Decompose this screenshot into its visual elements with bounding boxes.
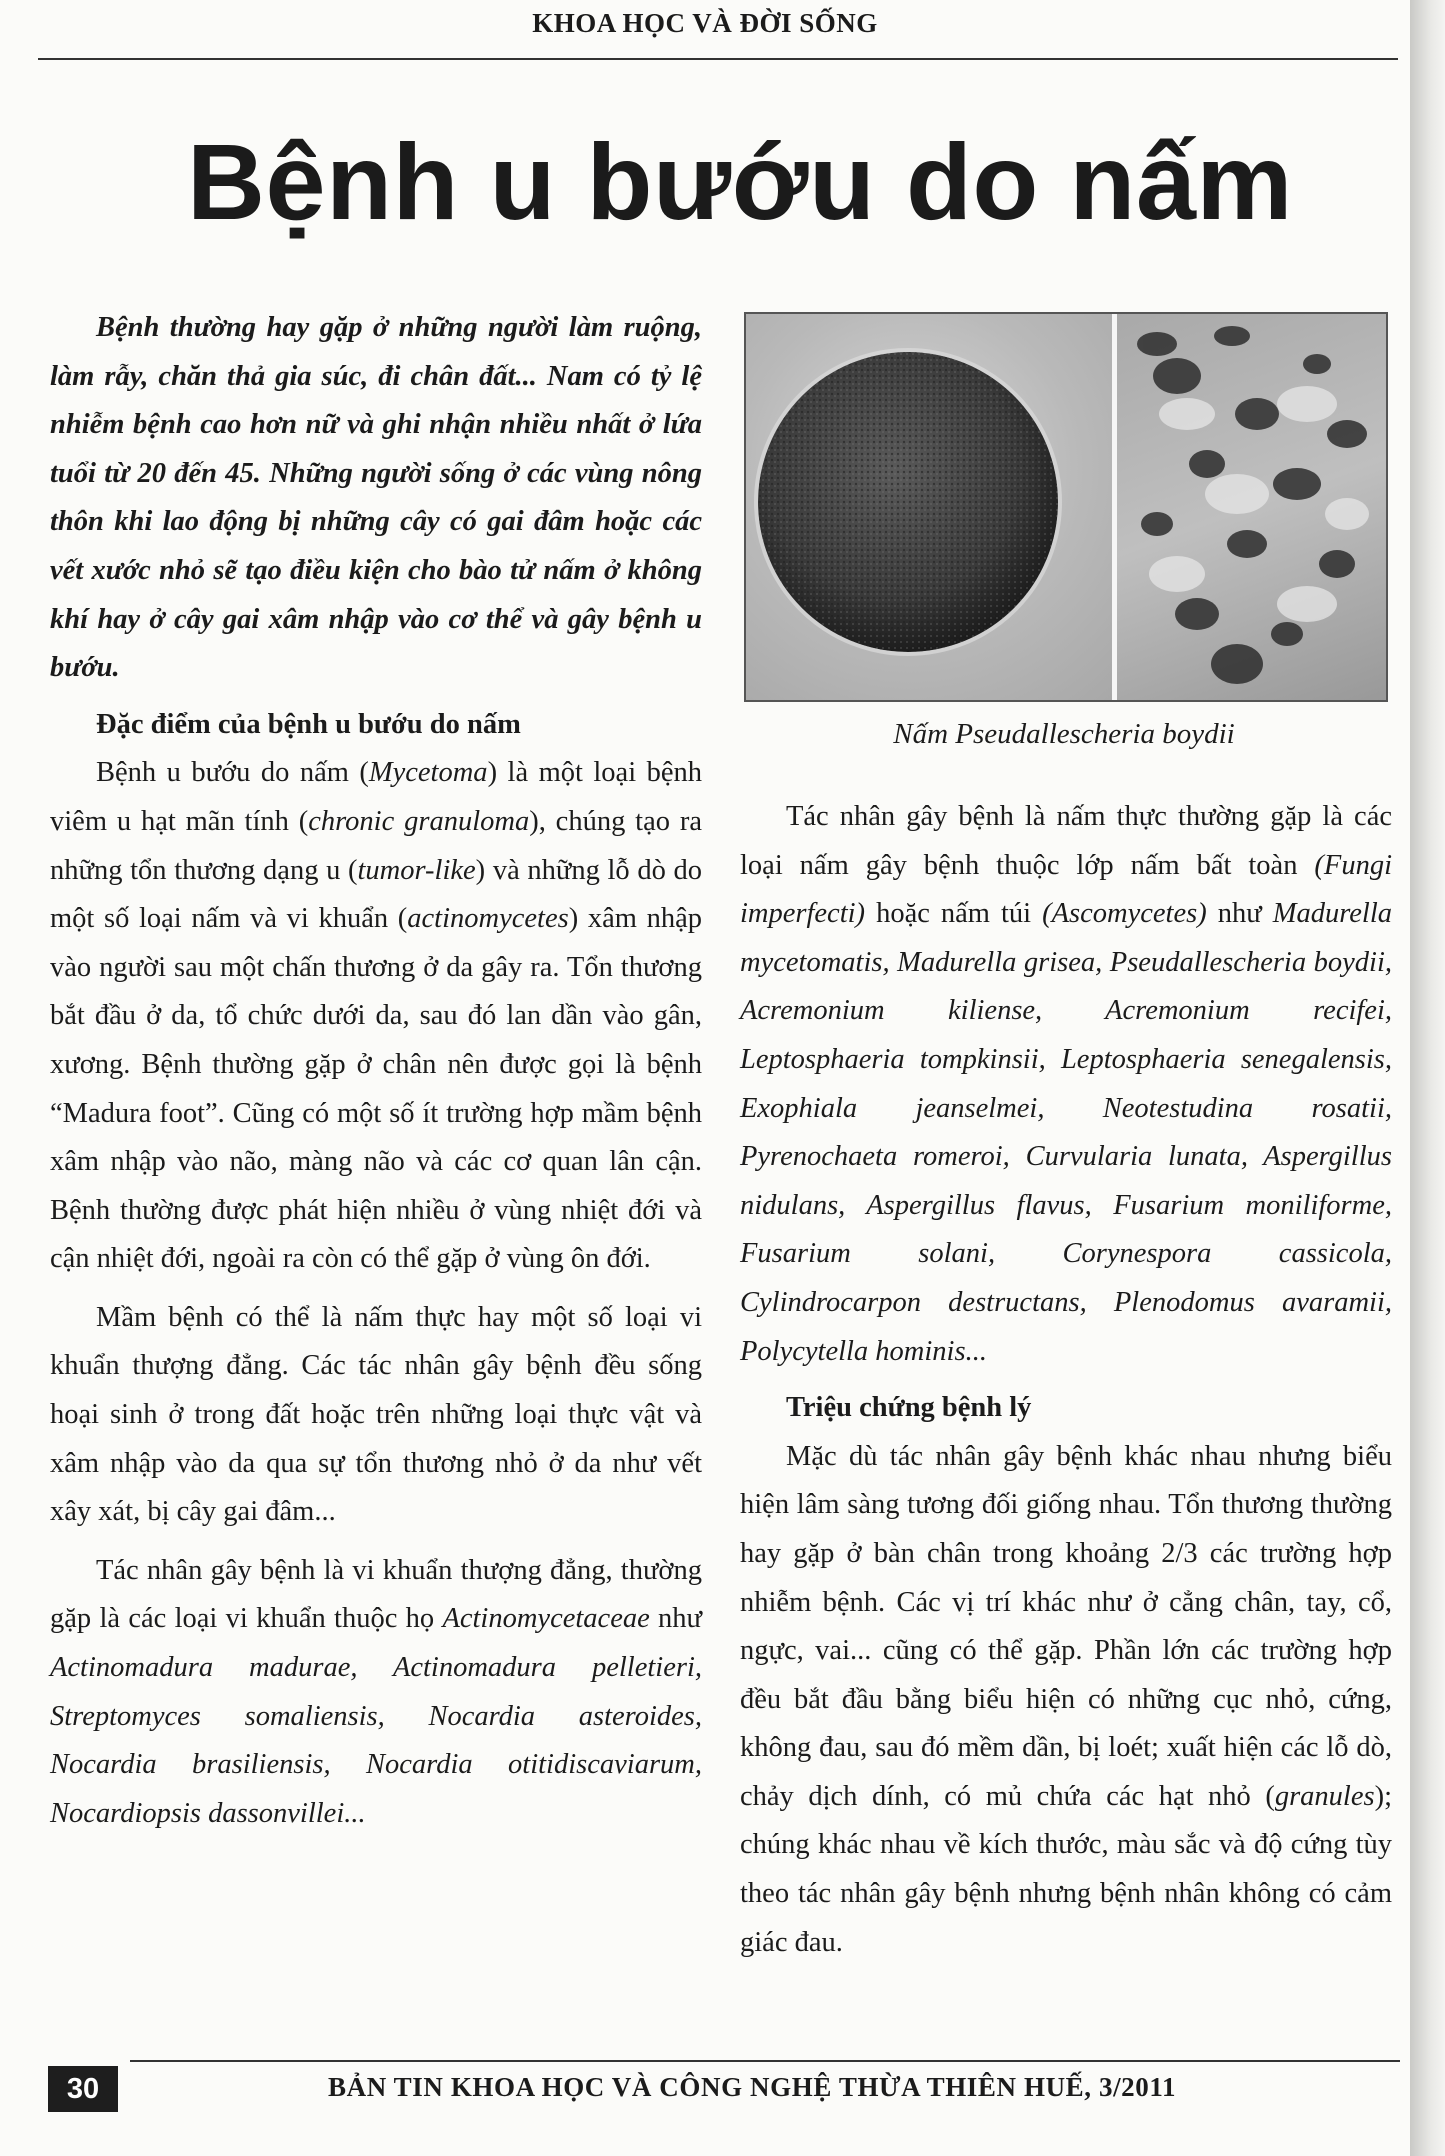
figure-caption: Nấm Pseudallescheria boydii: [893, 718, 1235, 750]
paragraph-fungi: Tác nhân gây bệnh là nấm thực thường gặp là các loại nấm gây bệnh thuộc lớp nấm bất toàn (Fungi imperfecti) hoặc nấm túi (Ascomycetes) như Madurella mycetomatis, Madurella grisea, Pseudallescheria boydii, Acremonium kiliense, Acremonium recifei, Leptosphaeria tompkinsii, Leptosphaeria senegalensis, Exophiala jeanselmei, Neotestudina rosatii, Pyrenochaeta romeroi, Curvularia lunata, Aspergillus nidulans, Aspergillus flavus, Fusarium moniliforme, Fusarium solani, Corynespora cassicola, Cylindrocarpon destructans, Plenodomus avaramii, Polycytella hominis...: [740, 801, 1392, 1367]
paragraph-pathogens: Mầm bệnh có thể là nấm thực hay một số loại vi khuẩn thượng đẳng. Các tác nhân gây bệnh đều sống hoại sinh ở trong đất hoặc trên những loại thực vật và xâm nhập vào da qua sự tổn thương nhỏ ở da như vết xây xát, bị cây gai đâm...: [50, 1301, 702, 1528]
header-rule: [38, 58, 1398, 60]
footer-rule: [130, 2060, 1400, 2062]
paragraph-symptoms: Mặc dù tác nhân gây bệnh khác nhau nhưng biểu hiện lâm sàng tương đối giống nhau. Tổn thương thường hay gặp ở bàn chân trong khoảng 2/3 các trường hợp nhiễm bệnh. Các vị trí khác như ở cẳng chân, tay, cổ, ngực, vai... cũng có thể gặp. Phần lớn các trường hợp đều bắt đầu bằng biểu hiện có những cục nhỏ, cứng, không đau, sau đó mềm dần, bị loét; xuất hiện các lỗ dò, chảy dịch dính, có mủ chứa các hạt nhỏ (granules); chúng khác nhau về kích thước, màu sắc và độ cứng tùy theo tác nhân gây bệnh nhưng bệnh nhân không có cảm giác đau.: [740, 1440, 1392, 1958]
article-intro: Bệnh thường hay gặp ở những người làm ruộng, làm rẫy, chăn thả gia súc, đi chân đất... Nam có tỷ lệ nhiễm bệnh cao hơn nữ và ghi nhận nhiều nhất ở lứa tuổi từ 20 đến 45. Những người sống ở các vùng nông thôn khi lao động bị những cây có gai đâm hoặc các vết xước nhỏ sẽ tạo điều kiện cho bào tử nấm ở không khí hay ở cây gai xâm nhập vào cơ thể và gây bệnh u bướu.: [50, 312, 702, 684]
article-title: Bệnh u bướu do nấm: [187, 121, 1293, 242]
left-column: [50, 304, 702, 1838]
paragraph-bacteria: Tác nhân gây bệnh là vi khuẩn thượng đẳng, thường gặp là các loại vi khuẩn thuộc họ Actinomycetaceae như Actinomadura madurae, Actinomadura pelletieri, Streptomyces somaliensis, Nocardia asteroides, Nocardia brasiliensis, Nocardia otitidiscaviarum, Nocardiopsis dassonvillei...: [50, 1554, 702, 1829]
page-number: 30: [48, 2066, 118, 2112]
right-column: [740, 793, 1392, 1967]
section-heading-symptoms: Triệu chứng bệnh lý: [786, 1392, 1032, 1424]
section-heading-features: Đặc điểm của bệnh u bướu do nấm: [96, 708, 521, 740]
paragraph-definition: Bệnh u bướu do nấm (Mycetoma) là một loại bệnh viêm u hạt mãn tính (chronic granuloma), chúng tạo ra những tổn thương dạng u (tumor-like) và những lỗ dò do một số loại nấm và vi khuẩn (actinomycetes) xâm nhập vào người sau một chấn thương ở da gây ra. Tổn thương bắt đầu ở da, tổ chức dưới da, sau đó lan dần vào gân, xương. Bệnh thường gặp ở chân nên được gọi là bệnh “Madura foot”. Cũng có một số ít trường hợp mầm bệnh xâm nhập vào não, màng não và các cơ quan lân cận. Bệnh thường được phát hiện nhiều ở vùng nhiệt đới và cận nhiệt đới, ngoài ra còn có thể gặp ở vùng ôn đới.: [50, 757, 702, 1275]
micrograph-spore-panel: [746, 314, 1112, 700]
publication-footer: BẢN TIN KHOA HỌC VÀ CÔNG NGHỆ THỪA THIÊN HUẾ, 3/2011: [328, 2072, 1177, 2102]
section-label: KHOA HỌC VÀ ĐỜI SỐNG: [532, 8, 878, 38]
micrograph-conidia-panel: [1117, 314, 1386, 700]
fungus-micrograph: [744, 312, 1388, 702]
page-edge-shadow: [1410, 0, 1445, 2156]
